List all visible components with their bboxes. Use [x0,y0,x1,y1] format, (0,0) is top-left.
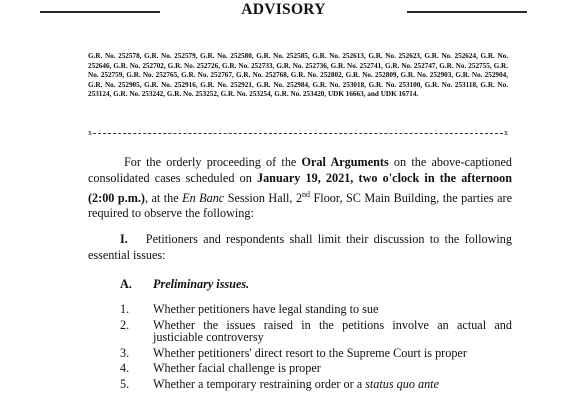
item-number: 4. [120,361,130,375]
item-text-part: Whether a temporary restraining order or a [153,376,366,391]
item-number: 5. [120,376,130,391]
section-text: Petitioners and respondents shall limit their discussion to the following essential issues: [88,232,512,262]
intro-text-3: , at the [144,190,183,205]
item-number: 2. [120,317,130,332]
subsection-label: A. [120,277,132,291]
intro-text-5: Floor, SC Main Building, the parties are required to observe the following: [88,190,512,221]
en-banc-text: En Banc [182,190,225,205]
item-number: 3. [120,345,130,360]
item-text-italic: status quo ante [365,376,439,391]
intro-paragraph [88,155,512,222]
list-item [120,319,512,344]
separator-right: x [504,128,508,137]
intro-text-2: on the above-captioned consolidated cases scheduled on [88,155,512,185]
item-text: Whether petitioners' direct resort to the Supreme Court is proper [153,345,467,360]
list-item [120,303,512,316]
section-numeral: I. [120,232,128,246]
oral-arguments-text: Oral Arguments [301,155,389,169]
item-number: 1. [120,302,130,316]
floor-superscript: nd [302,189,311,199]
separator-line [88,128,508,138]
separator-dashes [93,133,503,134]
item-text [153,378,512,391]
item-text: Whether facial challenge is proper [153,361,321,375]
issues-list [120,303,512,393]
separator-left: x [88,128,92,137]
item-text: Whether petitioners have legal standing to sue [153,302,379,316]
intro-text-4: Session Hall, 2 [224,190,303,205]
subsection-title: Preliminary issues. [153,277,250,291]
subsection-a [120,277,249,293]
list-item [120,378,512,391]
case-numbers: G.R. No. 252578, G.R. No. 252579, G.R. No. 252580, G.R. No. 252585, G.R. No. 252613, G.R. No. 252623, G.R. No. 252624, G.R. No. 252646, G.R. No. 252702, G.R. No. 252726, G.R. No. 252733, G.R. No. 252736, G.R. No. 252741, G.R. No. 252747, G.R. No. 252755, G.R. No. 252759, G.R. No. 252765, G.R. No. 252767, G.R. No. 252768, G.R. No. 252802, G.R. No. 252809, G.R. No. 252903, G.R. No. 252904, G.R. No. 252905, G.R. No. 252916, G.R. No. 252921, G.R. No. 252984, G.R. No. 253018, G.R. No. 253100, G.R. No. 253118, G.R. No. 253124, G.R. No. 253242, G.R. No. 253252, G.R. No. 253254, G.R. No. 253420, UDK 16663, and UDK 16714. [88,52,508,99]
schedule-date: January 19, 2021, two o'clock in the afternoon (2:00 p.m.) [88,170,512,205]
document-title: ADVISORY [241,1,326,18]
item-text: Whether the issues raised in the petitions involve an actual and justiciable controversy [153,317,512,344]
list-item [120,362,512,375]
intro-text-1: For the orderly proceeding of the [124,155,302,169]
list-item [120,347,512,360]
section-one [88,232,512,264]
